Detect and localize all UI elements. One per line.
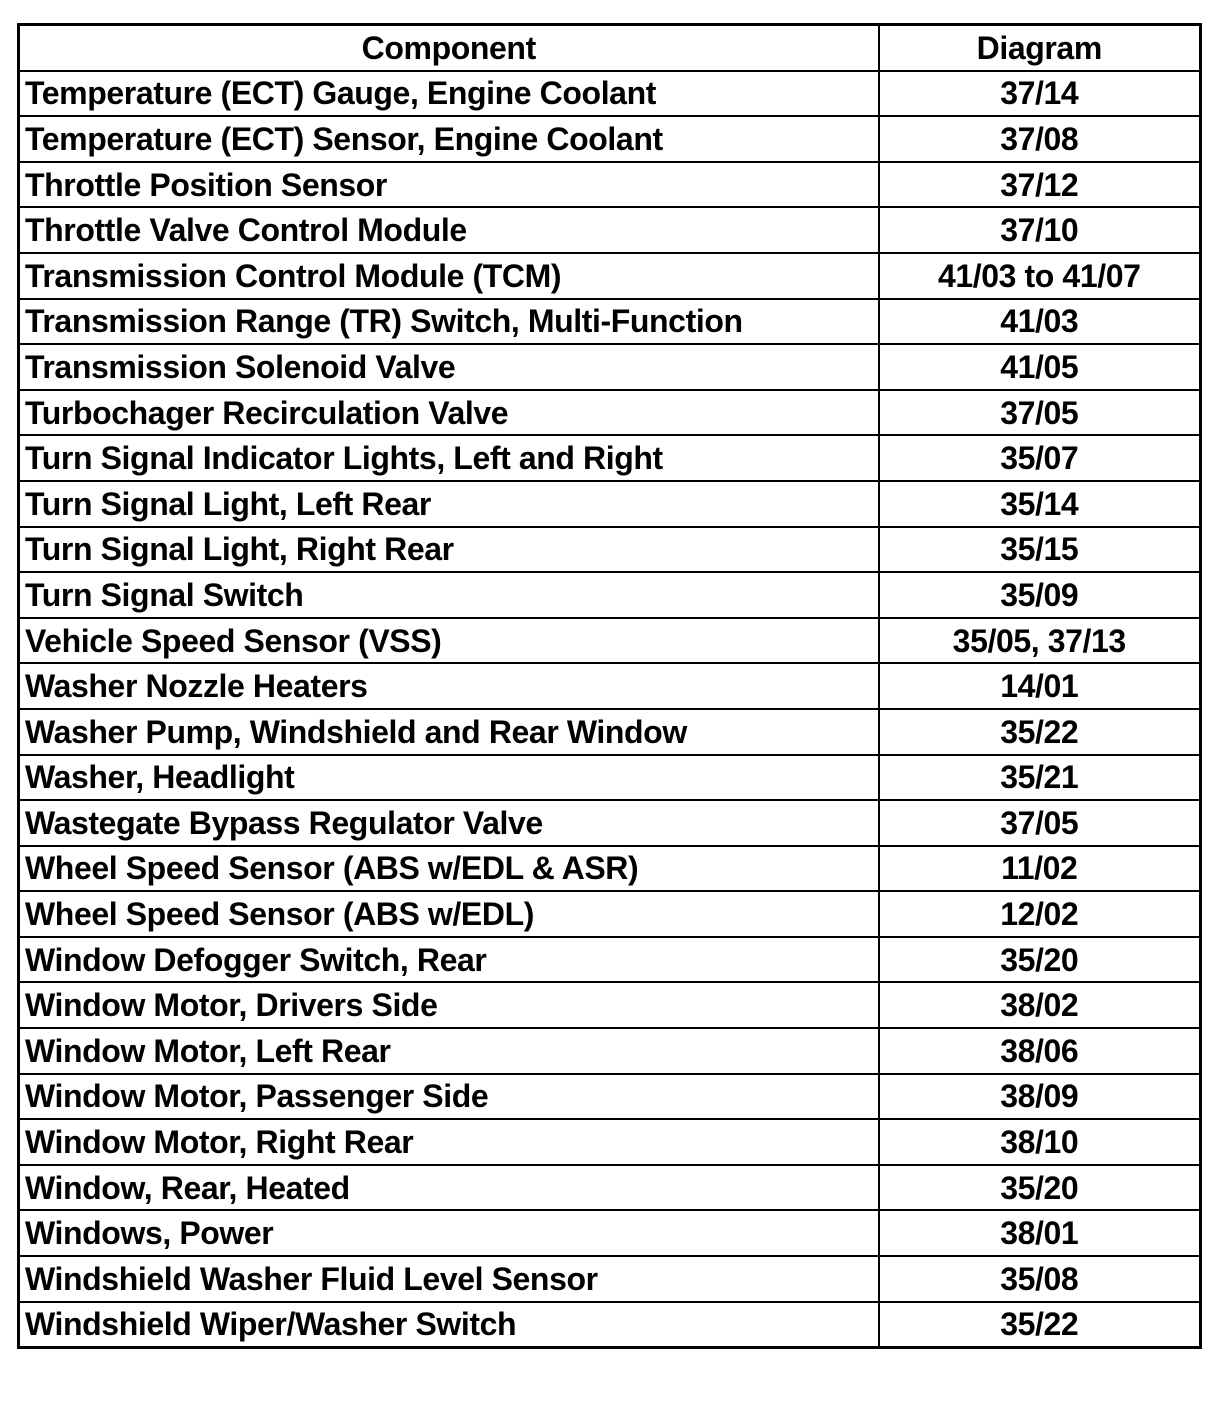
component-cell: Windows, Power: [19, 1210, 879, 1256]
diagram-cell: 35/07: [879, 435, 1201, 481]
table-row: [19, 299, 1201, 345]
diagram-cell: 35/20: [879, 1165, 1201, 1211]
diagram-cell: 35/21: [879, 755, 1201, 801]
component-cell: Wheel Speed Sensor (ABS w/EDL): [19, 891, 879, 937]
table-row: [19, 800, 1201, 846]
diagram-cell: 38/10: [879, 1119, 1201, 1165]
diagram-cell: 35/08: [879, 1256, 1201, 1302]
diagram-cell: 14/01: [879, 663, 1201, 709]
component-cell: Wheel Speed Sensor (ABS w/EDL & ASR): [19, 846, 879, 892]
component-cell: Throttle Position Sensor: [19, 162, 879, 208]
table-row: [19, 891, 1201, 937]
table-row: [19, 116, 1201, 162]
component-cell: Wastegate Bypass Regulator Valve: [19, 800, 879, 846]
table-row: [19, 253, 1201, 299]
component-cell: Temperature (ECT) Gauge, Engine Coolant: [19, 71, 879, 117]
component-cell: Window Motor, Drivers Side: [19, 982, 879, 1028]
table-row: [19, 481, 1201, 527]
diagram-cell: 38/02: [879, 982, 1201, 1028]
component-cell: Transmission Range (TR) Switch, Multi-Function: [19, 299, 879, 345]
diagram-cell: 37/08: [879, 116, 1201, 162]
table-row: [19, 162, 1201, 208]
component-cell: Window Motor, Passenger Side: [19, 1074, 879, 1120]
table-row: [19, 207, 1201, 253]
diagram-cell: 35/22: [879, 709, 1201, 755]
diagram-cell: 41/03: [879, 299, 1201, 345]
component-cell: Turn Signal Switch: [19, 572, 879, 618]
component-cell: Windshield Wiper/Washer Switch: [19, 1302, 879, 1348]
component-cell: Temperature (ECT) Sensor, Engine Coolant: [19, 116, 879, 162]
diagram-cell: 35/09: [879, 572, 1201, 618]
table-row: [19, 390, 1201, 436]
table-header-row: [19, 25, 1201, 71]
table-row: [19, 1028, 1201, 1074]
table-row: [19, 663, 1201, 709]
table-row: [19, 937, 1201, 983]
diagram-cell: 11/02: [879, 846, 1201, 892]
diagram-cell: 35/14: [879, 481, 1201, 527]
diagram-cell: 35/20: [879, 937, 1201, 983]
column-header-diagram: Diagram: [879, 25, 1201, 71]
diagram-cell: 38/01: [879, 1210, 1201, 1256]
component-cell: Window Motor, Left Rear: [19, 1028, 879, 1074]
component-diagram-table: [17, 23, 1202, 1349]
component-cell: Washer Pump, Windshield and Rear Window: [19, 709, 879, 755]
diagram-cell: 35/05, 37/13: [879, 618, 1201, 664]
table-row: [19, 1210, 1201, 1256]
component-cell: Washer, Headlight: [19, 755, 879, 801]
diagram-cell: 38/06: [879, 1028, 1201, 1074]
component-cell: Washer Nozzle Heaters: [19, 663, 879, 709]
table-row: [19, 435, 1201, 481]
diagram-cell: 12/02: [879, 891, 1201, 937]
table-row: [19, 982, 1201, 1028]
table-row: [19, 1256, 1201, 1302]
component-cell: Turbochager Recirculation Valve: [19, 390, 879, 436]
component-cell: Turn Signal Indicator Lights, Left and Right: [19, 435, 879, 481]
component-cell: Throttle Valve Control Module: [19, 207, 879, 253]
component-cell: Vehicle Speed Sensor (VSS): [19, 618, 879, 664]
column-header-component: Component: [19, 25, 879, 71]
diagram-cell: 38/09: [879, 1074, 1201, 1120]
table-row: [19, 1074, 1201, 1120]
component-cell: Windshield Washer Fluid Level Sensor: [19, 1256, 879, 1302]
component-cell: Window Defogger Switch, Rear: [19, 937, 879, 983]
diagram-cell: 37/05: [879, 800, 1201, 846]
table-row: [19, 618, 1201, 664]
component-cell: Transmission Solenoid Valve: [19, 344, 879, 390]
component-cell: Turn Signal Light, Left Rear: [19, 481, 879, 527]
diagram-cell: 37/14: [879, 71, 1201, 117]
component-cell: Transmission Control Module (TCM): [19, 253, 879, 299]
table-row: [19, 344, 1201, 390]
table-row: [19, 755, 1201, 801]
component-cell: Window Motor, Right Rear: [19, 1119, 879, 1165]
table-row: [19, 1165, 1201, 1211]
diagram-cell: 35/15: [879, 527, 1201, 573]
table-row: [19, 572, 1201, 618]
table-row: [19, 709, 1201, 755]
diagram-cell: 37/12: [879, 162, 1201, 208]
table-row: [19, 71, 1201, 117]
table-row: [19, 1119, 1201, 1165]
table-body: [19, 71, 1201, 1348]
diagram-cell: 37/10: [879, 207, 1201, 253]
diagram-cell: 35/22: [879, 1302, 1201, 1348]
table-row: [19, 846, 1201, 892]
component-cell: Turn Signal Light, Right Rear: [19, 527, 879, 573]
table-row: [19, 1302, 1201, 1348]
component-cell: Window, Rear, Heated: [19, 1165, 879, 1211]
diagram-cell: 41/03 to 41/07: [879, 253, 1201, 299]
table-row: [19, 527, 1201, 573]
diagram-cell: 41/05: [879, 344, 1201, 390]
diagram-cell: 37/05: [879, 390, 1201, 436]
